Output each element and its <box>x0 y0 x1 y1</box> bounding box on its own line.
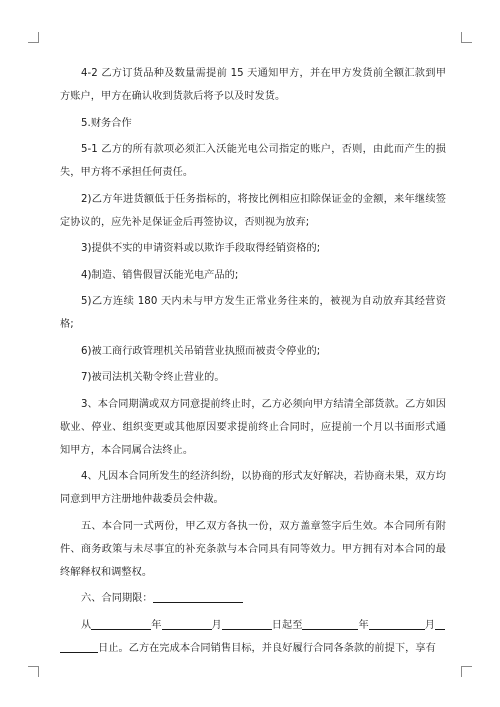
crop-mark-bottom-right <box>461 666 472 677</box>
end-month-blank[interactable] <box>369 620 425 630</box>
paragraph-license-revoked: 6)被工商行政管理机关吊销营业执照而被责令停业的; <box>81 345 321 357</box>
document-body <box>60 62 446 663</box>
start-year-blank[interactable] <box>91 620 151 630</box>
start-day-blank[interactable] <box>222 620 272 630</box>
end-month-trailing-blank[interactable] <box>435 620 445 630</box>
crop-mark-bottom-left <box>28 666 39 677</box>
paragraph-inactive-180-days: 5)乙方连续 180 天内未与甲方发生正常业务往来的，被视为自动放弃其经营资格; <box>60 296 446 330</box>
end-year-blank[interactable] <box>302 620 358 630</box>
crop-mark-top-left <box>28 32 39 43</box>
paragraph-contract-period-label: 六、合同期限： <box>60 587 446 610</box>
paragraph-order-notice: 4-2 乙方订货品种及数量需提前 15 天通知甲方，并在甲方发货前全额汇款到甲方账户，甲方在确认收到货款后将予以及时发货。 <box>60 68 446 102</box>
paragraph-deposit-deduction: 2)乙方年进货额低于任务指标的，将按比例相应扣除保证金的金额，来年继续签定协议的，应先补足保证金后再签协议，否则视为放弃; <box>60 193 446 228</box>
contract-period-blank[interactable] <box>153 590 243 603</box>
paragraph-dispute-resolution: 4、凡因本合同所发生的经济纠纷，以协商的形式友好解决，若协商未果，双方均同意到甲方注册地仲裁委员会仲裁。 <box>60 471 446 505</box>
end-day-blank[interactable] <box>60 640 98 653</box>
paragraph-judicial-termination: 7)被司法机关勒令终止营业的。 <box>81 372 225 383</box>
paragraph-false-info: 3)提供不实的申请资料或以欺诈手段取得经销资格的; <box>81 243 321 254</box>
paragraph-contract-expiry: 3、本合同期满或双方同意提前终止时，乙方必须向甲方结清全部货款。乙方如因歇业、停业、组织变更或其他原因要求提前终止合同时，应提前一个月以书面形式通知甲方，本合同属合法终止。 <box>60 398 446 456</box>
start-month-blank[interactable] <box>162 620 212 630</box>
paragraph-payment-account: 5-1 乙方的所有款项必须汇入沃能光电公司指定的账户，否则，由此而产生的损失，甲方将不承担任何责任。 <box>60 144 446 178</box>
paragraph-finance-heading: 5.财务合作 <box>81 117 132 129</box>
paragraph-contract-period-dates: 从 年 月 日起至 年 月 日止。乙方在完成本合同销售目标，并良好履行合同各条款的前提下，享有 <box>60 614 446 660</box>
crop-mark-top-right <box>461 32 472 43</box>
paragraph-copies-effect: 五、本合同一式两份，甲乙双方各执一份，双方盖章签字后生效。本合同所有附件、商务政策与未尽事宜的补充条款与本合同具有同等效力。甲方拥有对本合同的最终解释权和调整权。 <box>60 520 446 578</box>
paragraph-counterfeit: 4)制造、销售假冒沃能光电产品的; <box>81 269 239 281</box>
